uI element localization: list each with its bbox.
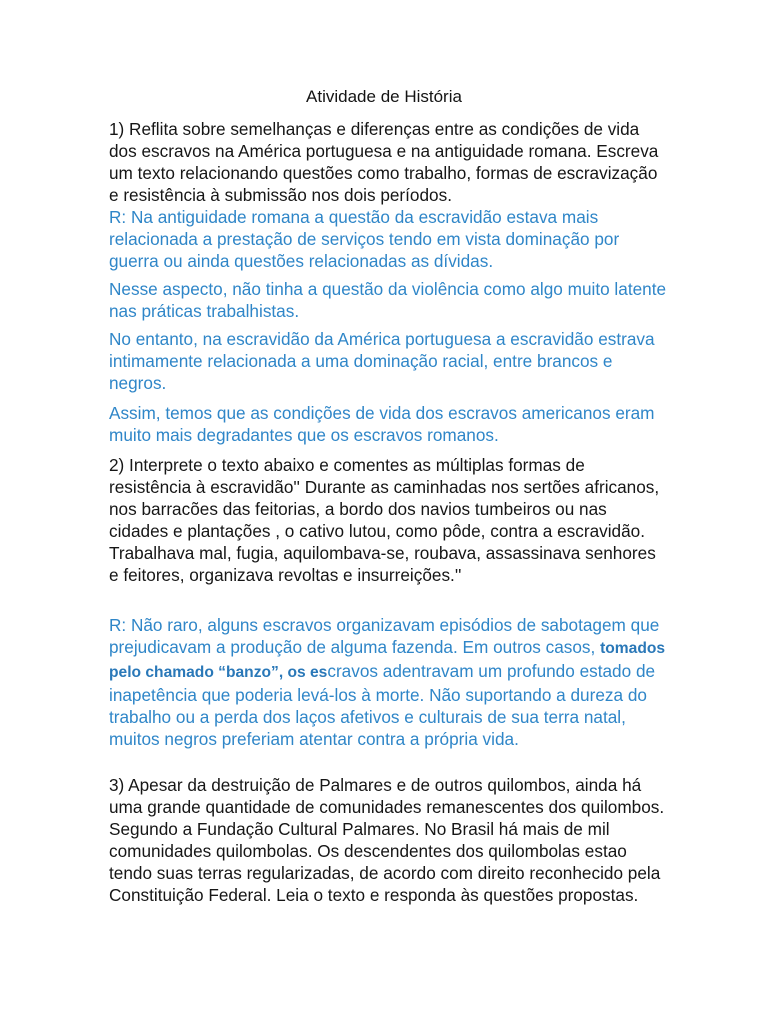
question-1-text: 1) Reflita sobre semelhanças e diferenças entre as condições de vida dos escravos na América portuguesa e na antiguidade romana. Escreva um texto relacionando questões como trabalho, formas de escravização e resistência à submissão nos dois períodos. xyxy=(109,119,659,205)
answer-2-bold-phrase: tomados pelo chamado “banzo”, os es xyxy=(109,640,666,681)
answer-2-part-2: cravos adentravam um profundo estado de inapetência que poderia levá-los à morte. Não suportando a dureza do trabalho ou a perda dos laços afetivos e culturais de sua terra natal, muitos negros preferiam atentar contra a própria vida. xyxy=(109,661,656,749)
question-3-text: 3) Apesar da destruição de Palmares e de outros quilombos, ainda há uma grande quantidade de comunidades remanescentes dos quilombos. Segundo a Fundação Cultural Palmares. No Brasil há mais de mil comunidades quilombolas. Os descendentes dos quilombolas estao tendo suas terras regularizadas, de acordo com direito reconhecido pela Constituição Federal. Leia o texto e responda às questões propostas. xyxy=(109,775,665,905)
answer-1-paragraph-4: Assim, temos que as condições de vida dos escravos americanos eram muito mais degradantes que os escravos romanos. xyxy=(109,403,655,445)
question-2-text: 2) Interprete o texto abaixo e comentes as múltiplas formas de resistência à escravidão'' Durante as caminhadas nos sertões africanos, nos barracões das feitorias, a bordo dos navios tumbeiros ou nas cidades e plantações , o cativo lutou, como pôde, contra a escravidão. Trabalhava mal, fugia, aquilombava-se, roubava, assassinava senhores e feitores, organizava revoltas e insurreições.'' xyxy=(109,455,660,585)
answer-1-paragraph-2: Nesse aspecto, não tinha a questão da violência como algo muito latente nas práticas trabalhistas. xyxy=(109,279,667,321)
answer-2-text xyxy=(109,614,669,750)
answer-2-part-1: R: Não raro, alguns escravos organizavam episódios de sabotagem que prejudicavam a produção de alguma fazenda. Em outros casos, xyxy=(109,615,660,657)
answer-1-paragraph-3: No entanto, na escravidão da América portuguesa a escravidão estrava intimamente relacionada a uma dominação racial, entre brancos e negros. xyxy=(109,329,655,393)
answer-1-paragraph-1: R: Na antiguidade romana a questão da escravidão estava mais relacionada a prestação de serviços tendo em vista dominação por guerra ou ainda questões relacionadas as dívidas. xyxy=(109,207,620,271)
document-title: Atividade de História xyxy=(306,87,462,106)
